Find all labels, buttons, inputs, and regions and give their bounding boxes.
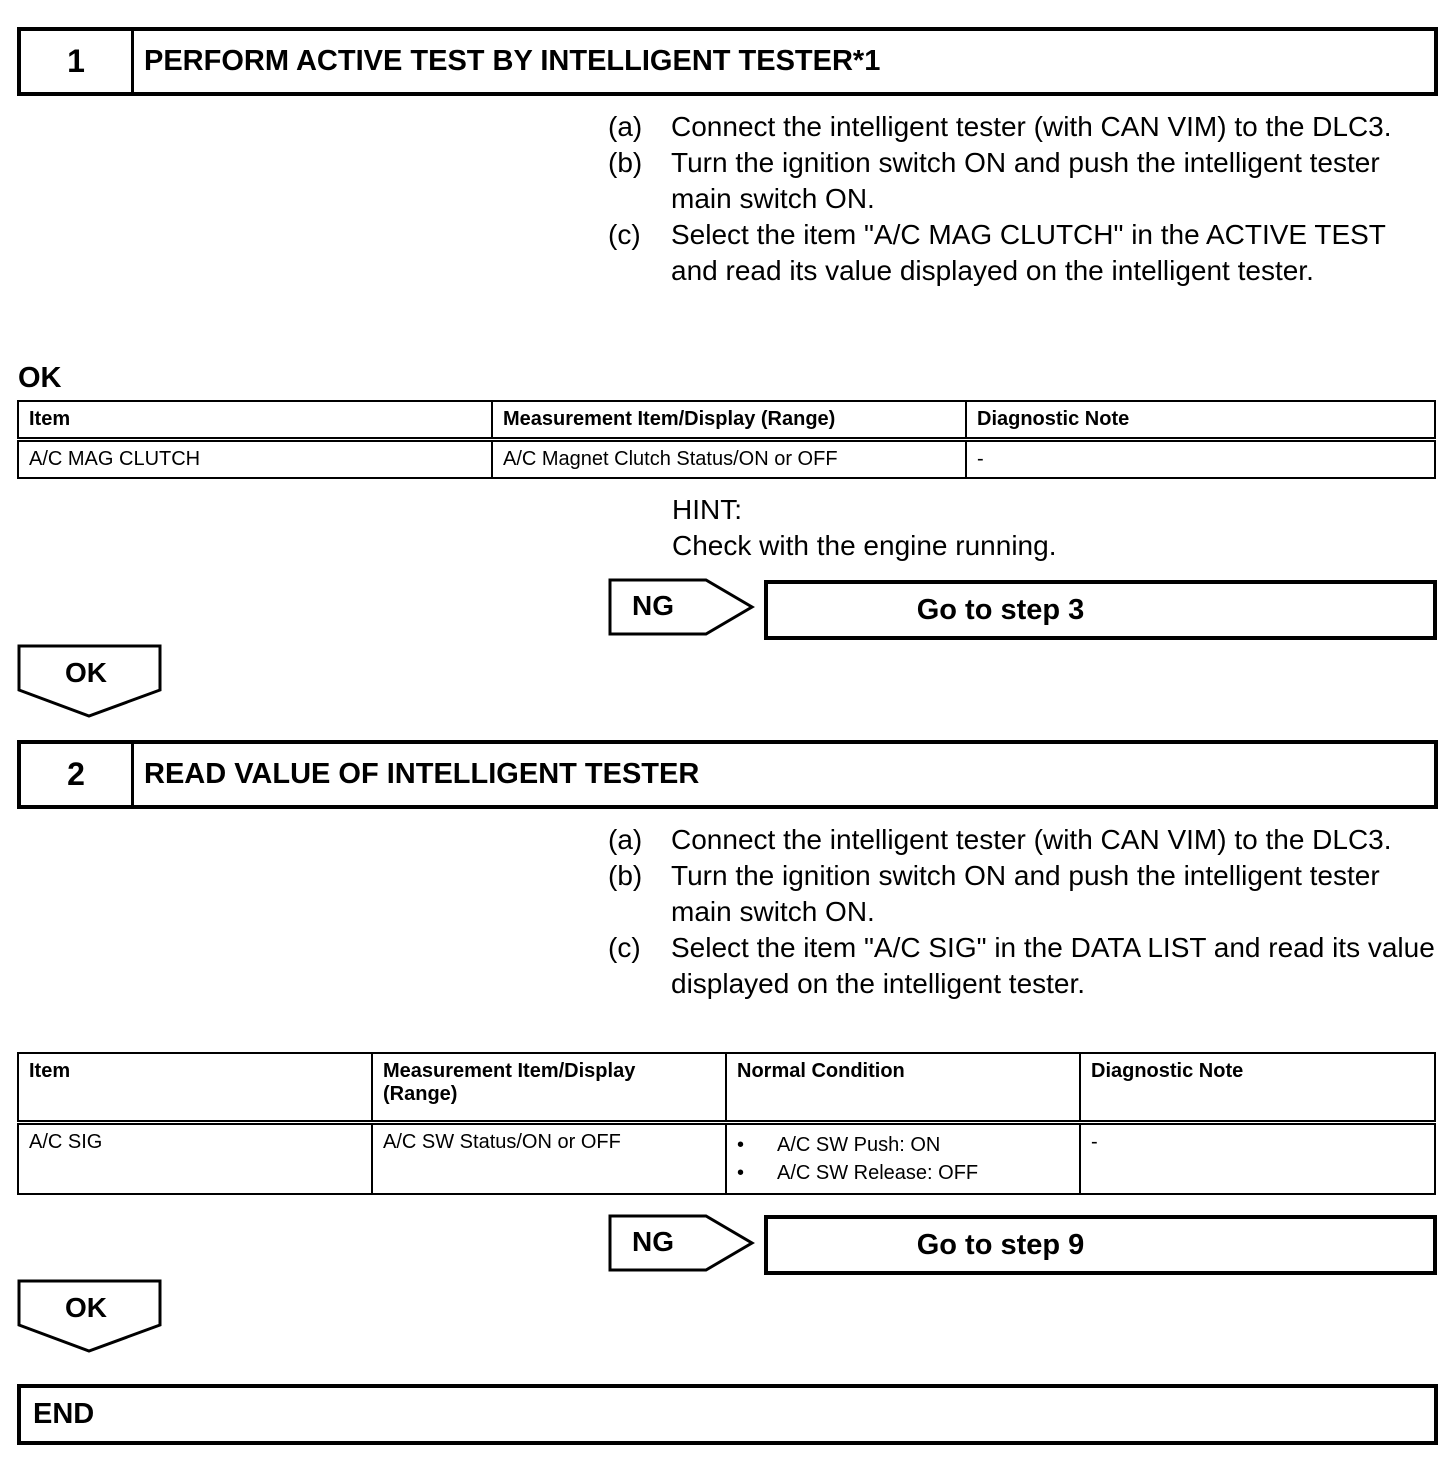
ok-down-arrow [17,644,162,719]
table-row [18,1123,1435,1195]
instruction-label: (b) [608,860,643,891]
ng-arrow-shape [608,578,756,636]
go-to-step-3-box [764,580,1437,640]
step-2-instructions [608,822,1438,1002]
instruction-label: (c) [608,932,641,963]
instruction-label: (c) [608,219,641,250]
go-to-step-text: Go to step 3 [916,593,1085,626]
instruction-item [608,145,1438,217]
ok-down-arrow [17,1279,162,1354]
instruction-label: (a) [608,111,643,142]
instruction-label: (a) [608,824,643,855]
instruction-text: Select the item "A/C MAG CLUTCH" in the ACTIVE TEST and read its value displayed on the intelligent tester. [671,219,1386,286]
bullet: • [737,1162,745,1184]
step-1-number: 1 [21,31,134,92]
list-item [737,1159,1069,1187]
condition-text: A/C SW Push: ON [777,1134,941,1156]
ng-label: NG [632,1226,674,1257]
column-header: Item [18,1053,372,1123]
table-cell: A/C Magnet Clutch Status/ON or OFF [492,440,966,479]
end-box [17,1384,1438,1445]
table-row [18,440,1435,479]
active-test-table [17,400,1436,479]
step-2-header [17,740,1438,809]
instruction-item [608,217,1438,289]
go-to-step-text: Go to step 9 [916,1228,1085,1261]
column-header: Item [18,401,492,440]
table-cell: A/C SIG [18,1123,372,1195]
instruction-label: (b) [608,147,643,178]
ok-heading: OK [18,362,62,394]
table-cell: A/C MAG CLUTCH [18,440,492,479]
hint-label: HINT: [672,494,742,525]
step-1-title: PERFORM ACTIVE TEST BY INTELLIGENT TESTER*1 [144,45,881,77]
bullet: • [737,1134,745,1156]
step-1-header [17,27,1438,96]
column-header: Normal Condition [726,1053,1080,1123]
table-cell: - [966,440,1435,479]
column-header: Measurement Item/Display (Range) [372,1053,726,1123]
table-header-row [18,1053,1435,1123]
table-cell: A/C SW Status/ON or OFF [372,1123,726,1195]
instruction-item [608,109,1438,145]
column-header: Diagnostic Note [966,401,1435,440]
table-header-row [18,401,1435,440]
ng-arrow-shape [608,1214,756,1272]
instruction-text: Turn the ignition switch ON and push the intelligent tester main switch ON. [671,860,1380,927]
step-2-number: 2 [21,744,134,805]
condition-text: A/C SW Release: OFF [777,1162,979,1184]
instruction-text: Select the item "A/C SIG" in the DATA LIST and read its value displayed on the intelligent tester. [671,932,1435,999]
instruction-text: Connect the intelligent tester (with CAN VIM) to the DLC3. [671,824,1392,855]
data-list-table [17,1052,1436,1195]
table-cell: - [1080,1123,1435,1195]
ng-label: NG [632,590,674,621]
instruction-item [608,822,1438,858]
instruction-item [608,858,1438,930]
table-cell [726,1123,1080,1195]
normal-condition-list [737,1131,1069,1187]
end-label: END [33,1398,95,1430]
step-1-instructions [608,109,1438,289]
step-2-title: READ VALUE OF INTELLIGENT TESTER [144,758,700,790]
ok-arrow-label: OK [65,657,107,688]
instruction-text: Connect the intelligent tester (with CAN VIM) to the DLC3. [671,111,1392,142]
go-to-step-9-box [764,1215,1437,1275]
column-header: Measurement Item/Display (Range) [492,401,966,440]
list-item [737,1131,1069,1159]
instruction-item [608,930,1438,1002]
hint-block [672,492,1056,564]
instruction-text: Turn the ignition switch ON and push the intelligent tester main switch ON. [671,147,1380,214]
column-header: Diagnostic Note [1080,1053,1435,1123]
hint-text: Check with the engine running. [672,530,1057,561]
ng-arrow [608,578,756,636]
ng-arrow [608,1214,756,1272]
ok-arrow-label: OK [65,1292,107,1323]
